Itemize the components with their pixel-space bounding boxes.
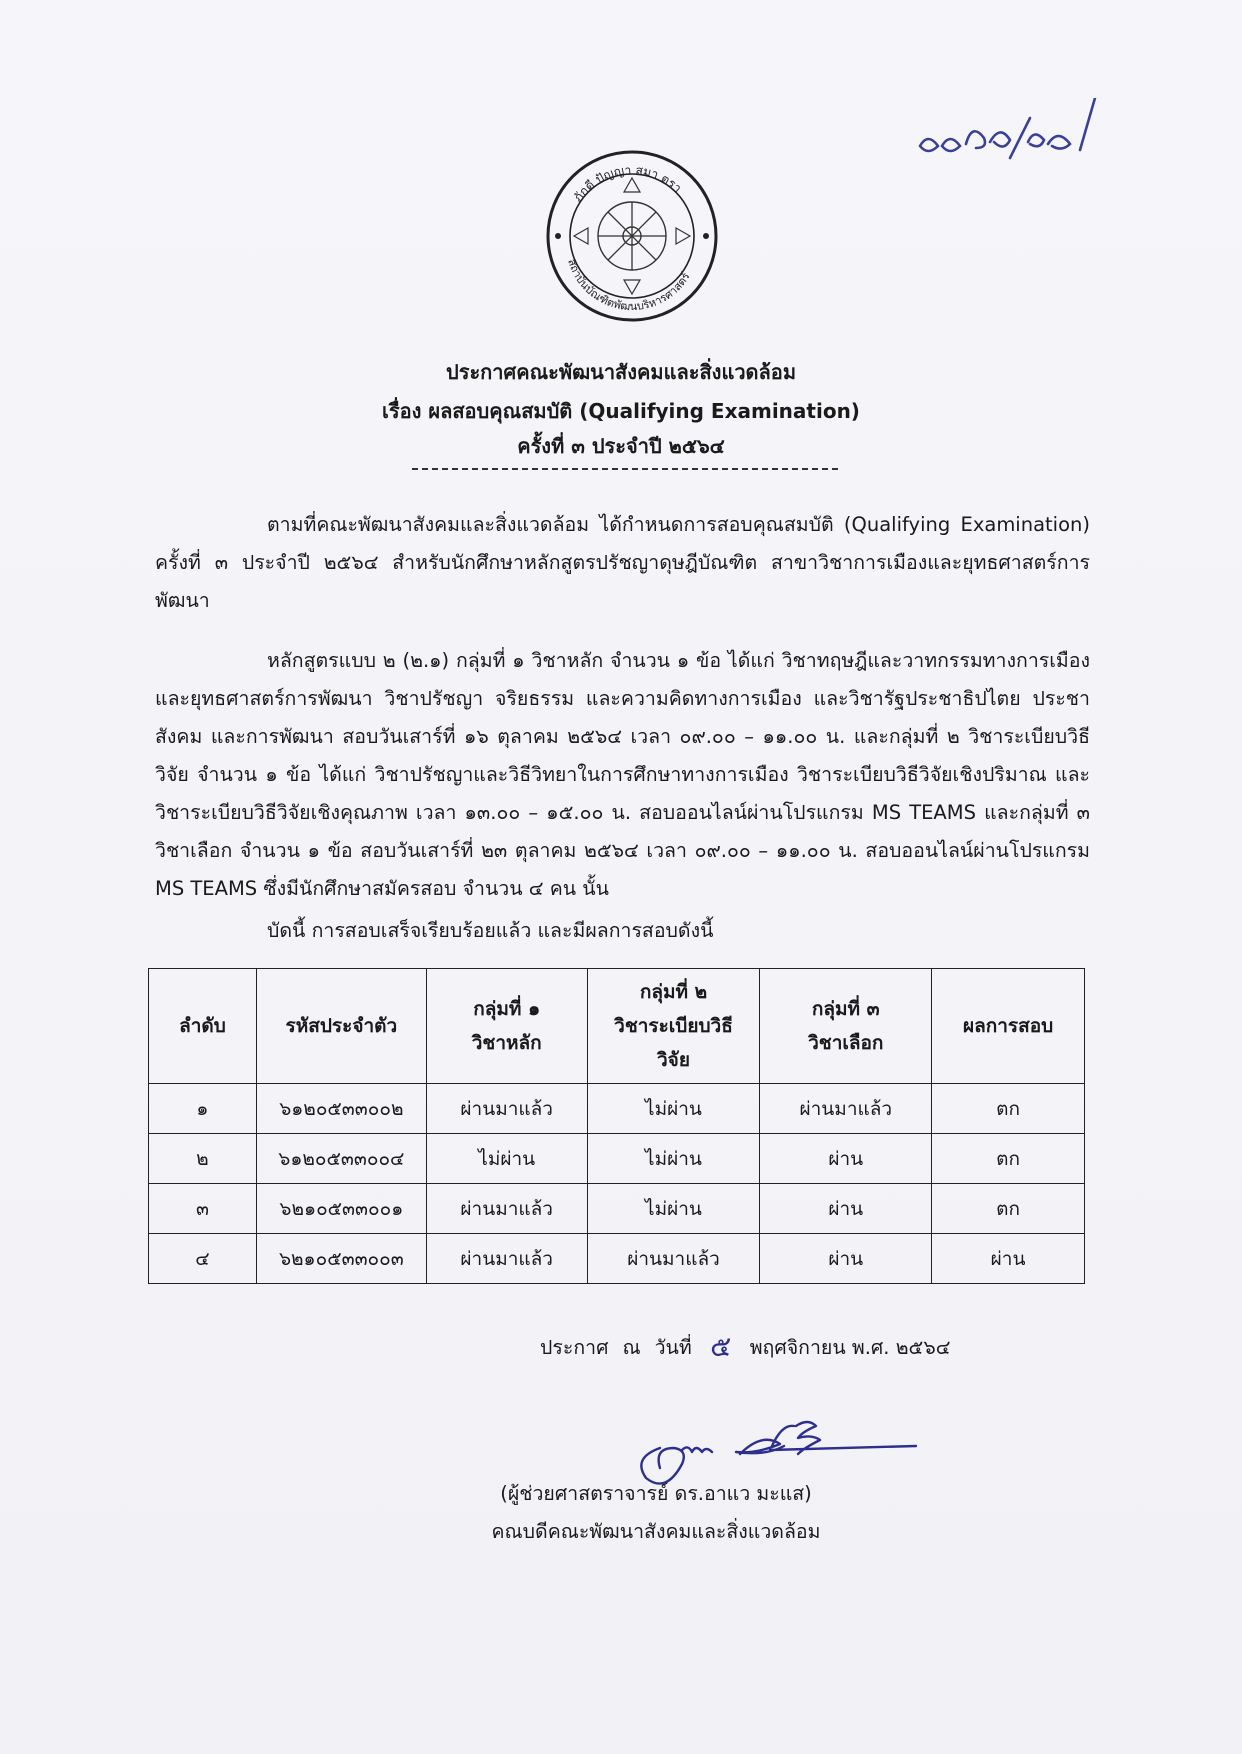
announce-day-handwritten: ๕ [710,1330,732,1363]
announce-day-label: วันที่ [654,1336,692,1359]
table-row [149,1234,1085,1284]
header-order: ลำดับ [149,969,257,1084]
header-student-id: รหัสประจำตัว [256,969,426,1084]
cell-group-2: ไม่ผ่าน [587,1084,760,1134]
announcement-date-line [540,1323,950,1367]
cell-order: ๓ [149,1184,257,1234]
cell-group-3: ผ่าน [760,1234,932,1284]
cell-group-2: ผ่านมาแล้ว [587,1234,760,1284]
svg-text:สถาบันบัณฑิตพัฒนบริหารศาสตร์: สถาบันบัณฑิตพัฒนบริหารศาสตร์ [565,257,693,314]
cell-order: ๔ [149,1234,257,1284]
signer-name: (ผู้ช่วยศาสตราจารย์ ดร.อาแว มะแส) [500,1482,812,1505]
cell-result: ตก [932,1084,1085,1134]
cell-group-1: ผ่านมาแล้ว [426,1184,587,1234]
cell-student-id: ๖๒๑๐๕๓๓๐๐๑ [256,1184,426,1234]
cell-group-2: ไม่ผ่าน [587,1184,760,1234]
header-group-2: กลุ่มที่ ๒ วิชาระเบียบวิธี วิจัย [587,969,760,1084]
body-paragraph-1: ตามที่คณะพัฒนาสังคมและสิ่งแวดล้อม ได้กำหนดการสอบคุณสมบัติ (Qualifying Examination) ครั้งที่ ๓ ประจำปี ๒๕๖๔ สำหรับนักศึกษาหลักสูตรปรัชญาดุษฎีบัณฑิต สาขาวิชาการเมืองและยุทธศาสตร์การพัฒนา [155,513,1090,612]
cell-result: ตก [932,1134,1085,1184]
table-row [149,1084,1085,1134]
header-result: ผลการสอบ [932,969,1085,1084]
cell-result: ตก [932,1184,1085,1234]
header-group-1: กลุ่มที่ ๑ วิชาหลัก [426,969,587,1084]
seal-emblem [544,148,720,324]
dashed-divider [412,468,838,470]
cell-student-id: ๖๑๒๐๕๓๓๐๐๒ [256,1084,426,1134]
cell-group-3: ผ่านมาแล้ว [760,1084,932,1134]
cell-group-1: ผ่านมาแล้ว [426,1084,587,1134]
cell-group-1: ไม่ผ่าน [426,1134,587,1184]
cell-group-2: ไม่ผ่าน [587,1134,760,1184]
signer-position: คณบดีคณะพัฒนาสังคมและสิ่งแวดล้อม [491,1520,821,1543]
svg-text:ภักดี ปัญญา สมา ตรา: ภักดี ปัญญา สมา ตรา [570,162,685,205]
announce-at: ณ [622,1336,641,1359]
handwritten-document-number [910,98,1110,178]
cell-result: ผ่าน [932,1234,1085,1284]
cell-student-id: ๖๒๑๐๕๓๓๐๐๓ [256,1234,426,1284]
cell-group-3: ผ่าน [760,1184,932,1234]
institution-seal [544,148,720,324]
handwritten-number-mark [910,98,1110,178]
table-row [149,1184,1085,1234]
body-paragraph-3: บัดนี้ การสอบเสร็จเรียบร้อยแล้ว และมีผลการสอบดังนี้ [267,919,714,942]
announcement-title: ประกาศคณะพัฒนาสังคมและสิ่งแวดล้อม [446,360,796,384]
table-header-row [149,969,1085,1084]
cell-group-3: ผ่าน [760,1134,932,1184]
announcement-round: ครั้งที่ ๓ ประจำปี ๒๕๖๔ [517,434,725,458]
cell-student-id: ๖๑๒๐๕๓๓๐๐๔ [256,1134,426,1184]
header-group-3: กลุ่มที่ ๓ วิชาเลือก [760,969,932,1084]
results-table [148,968,1085,1284]
announcement-subject: เรื่อง ผลสอบคุณสมบัติ (Qualifying Examination) [382,399,860,423]
cell-order: ๒ [149,1134,257,1184]
table-row [149,1134,1085,1184]
body-paragraph-2: หลักสูตรแบบ ๒ (๒.๑) กลุ่มที่ ๑ วิชาหลัก จำนวน ๑ ข้อ ได้แก่ วิชาทฤษฎีและวาทกรรมทางการเมืองและยุทธศาสตร์การพัฒนา วิชาปรัชญา จริยธรรม และความคิดทางการเมือง และวิชารัฐประชาธิปไตย ประชาสังคม และการพัฒนา สอบวันเสาร์ที่ ๑๖ ตุลาคม ๒๕๖๔ เวลา ๐๙.๐๐ – ๑๑.๐๐ น. และกลุ่มที่ ๒ วิชาระเบียบวิธีวิจัย จำนวน ๑ ข้อ ได้แก่ วิชาปรัชญาและวิธีวิทยาในการศึกษาทางการเมือง วิชาระเบียบวิธีวิจัยเชิงปริมาณ และวิชาระเบียบวิธีวิจัยเชิงคุณภาพ เวลา ๑๓.๐๐ – ๑๕.๐๐ น. สอบออนไลน์ผ่านโปรแกรม MS TEAMS และกลุ่มที่ ๓ วิชาเลือก จำนวน ๑ ข้อ สอบวันเสาร์ที่ ๒๓ ตุลาคม ๒๕๖๔ เวลา ๐๙.๐๐ – ๑๑.๐๐ น. สอบออนไลน์ผ่านโปรแกรม MS TEAMS ซึ่งมีนักศึกษาสมัครสอบ จำนวน ๔ คน นั้น [155,649,1090,900]
cell-group-1: ผ่านมาแล้ว [426,1234,587,1284]
announce-prefix: ประกาศ [540,1336,609,1359]
announce-month-year: พฤศจิกายน พ.ศ. ๒๕๖๔ [749,1336,951,1359]
cell-order: ๑ [149,1084,257,1134]
